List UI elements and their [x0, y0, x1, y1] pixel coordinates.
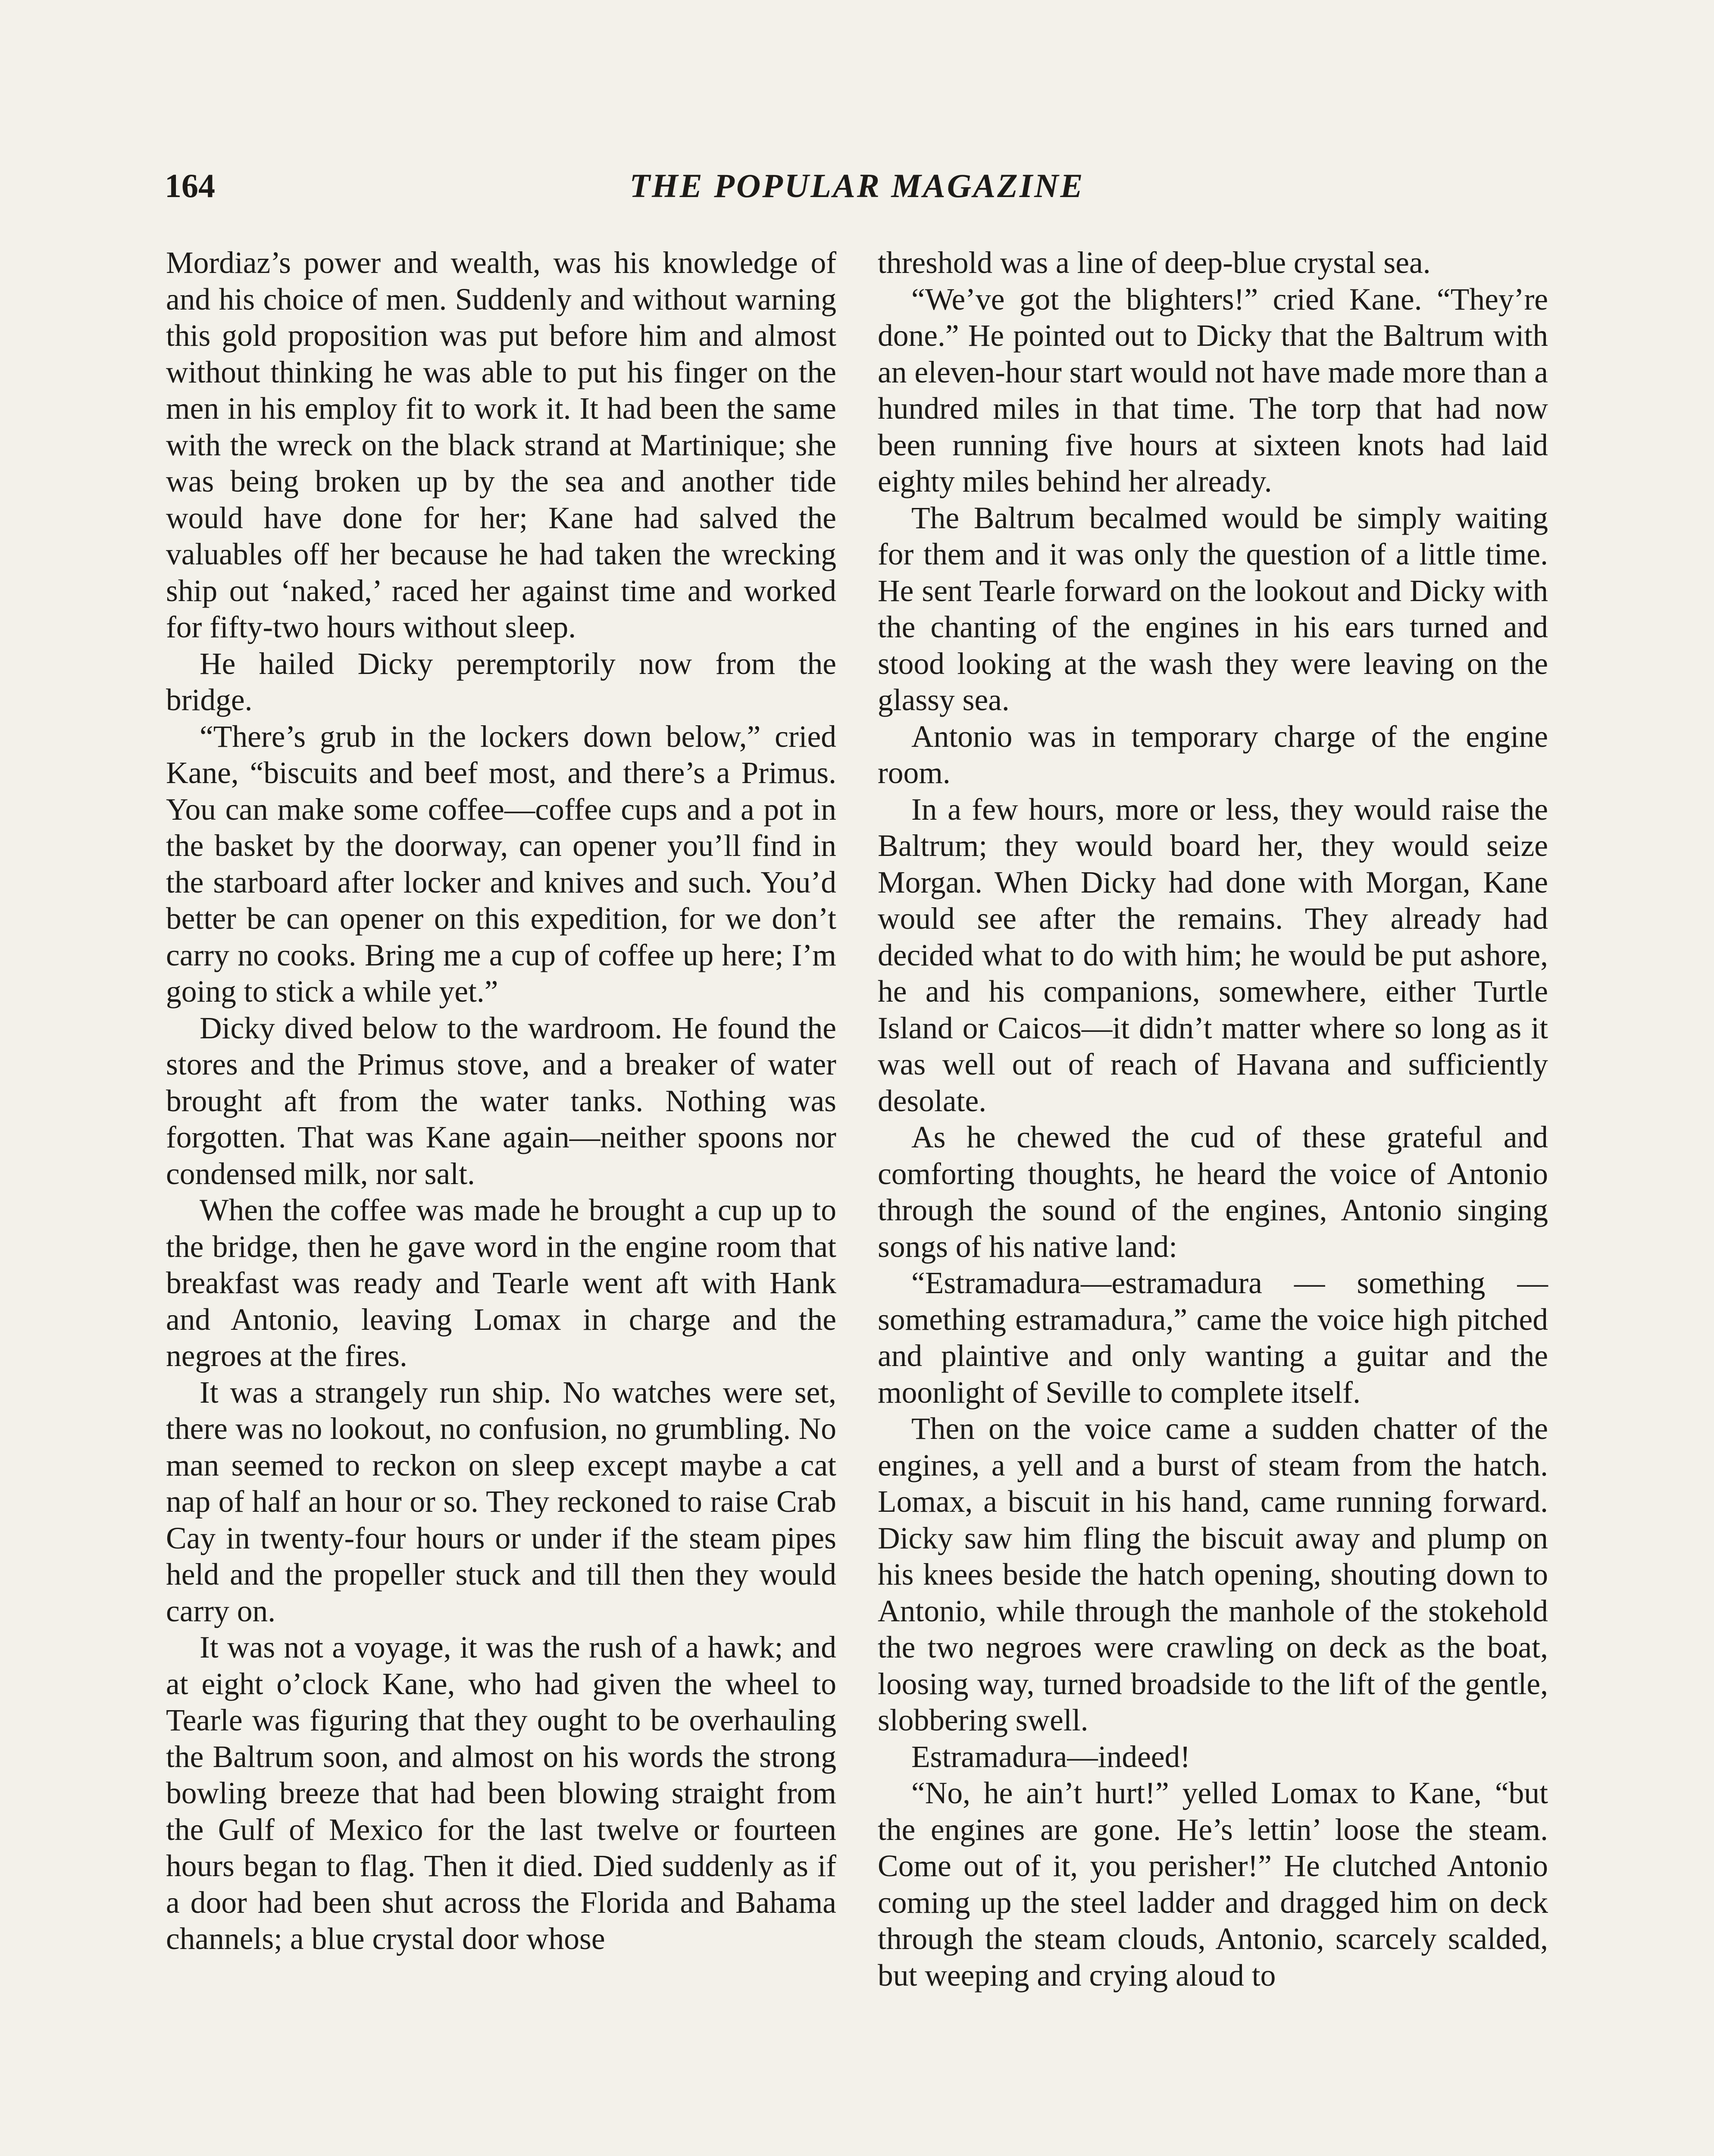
- paragraph: In a few hours, more or less, they would raise the Baltrum; they would board her, they would seize Morgan. When Dicky had done with Morgan, Kane would see after the remains. They already had decided what to do with him; he would be put ashore, he and his companions, somewhere, either Turtle Island or Caicos—it didn’t matter where so long as it was well out of reach of Havana and sufficiently desolate.: [878, 792, 1548, 1118]
- paragraph: It was a strangely run ship. No watches were set, there was no lookout, no confusion, no grumbling. No man seemed to reckon on sleep except maybe a cat nap of half an hour or so. They reckoned to raise Crab Cay in twenty-four hours or under if the steam pipes held and the propeller stuck and till then they would carry on.: [166, 1375, 836, 1628]
- paragraph: Then on the voice came a sudden chatter of the engines, a yell and a burst of steam from the hatch. Lomax, a biscuit in his hand, came running forward. Dicky saw him fling the biscuit away and plump on his knees beside the hatch opening, shouting down to Antonio, while through the manhole of the stokehold the two negroes were crawling on deck as the boat, loosing way, turned broadside to the lift of the gentle, slobbering swell.: [878, 1412, 1548, 1737]
- running-title: THE POPULAR MAGAZINE: [629, 167, 1085, 204]
- paragraph: As he chewed the cud of these grateful and comforting thoughts, he heard the voice of Antonio through the sound of the engines, Antonio singing songs of his native land:: [878, 1120, 1548, 1264]
- paragraph: “We’ve got the blighters!” cried Kane. “They’re done.” He pointed out to Dicky that the Baltrum with an eleven-hour start would not have made more than a hundred miles in that time. The torp that had now been running five hours at sixteen knots had laid eighty miles behind her already.: [878, 282, 1548, 498]
- page-number: 164: [165, 167, 215, 204]
- paragraph: He hailed Dicky peremptorily now from the bridge.: [166, 646, 836, 717]
- paragraph: “There’s grub in the lockers down below,” cried Kane, “biscuits and beef most, and there’s a Primus. You can make some coffee—coffee cups and a pot in the basket by the doorway, can opener you’ll find in the starboard after locker and knives and such. You’d better be can opener on this expedition, for we don’t carry no cooks. Bring me a cup of coffee up here; I’m going to stick a while yet.”: [166, 719, 836, 1009]
- paragraph: Dicky dived below to the wardroom. He found the stores and the Primus stove, and a breaker of water brought aft from the water tanks. Nothing was forgotten. That was Kane again—neither spoons nor condensed milk, nor salt.: [166, 1011, 836, 1191]
- paragraph: The Baltrum becalmed would be simply waiting for them and it was only the question of a little time. He sent Tearle forward on the lookout and Dicky with the chanting of the engines in his ears turned and stood looking at the wash they were leaving on the glassy sea.: [878, 501, 1548, 717]
- right-column: [878, 245, 1548, 1994]
- paragraph: It was not a voyage, it was the rush of a hawk; and at eight o’clock Kane, who had given the wheel to Tearle was figuring that they ought to be overhauling the Baltrum soon, and almost on his words the strong bowling breeze that had been blowing straight from the Gulf of Mexico for the last twelve or fourteen hours began to flag. Then it died. Died suddenly as if a door had been shut across the Florida and Bahama channels; a blue crystal door whose: [166, 1630, 836, 1956]
- paragraph: Estramadura—indeed!: [911, 1739, 1191, 1774]
- paragraph: “Estramadura—estramadura — something —something estramadura,” came the voice high pitched and plaintive and only wanting a guitar and the moonlight of Seville to complete itself.: [878, 1266, 1548, 1410]
- paragraph: When the coffee was made he brought a cup up to the bridge, then he gave word in the engine room that breakfast was ready and Tearle went aft with Hank and Antonio, leaving Lomax in charge and the negroes at the fires.: [166, 1193, 836, 1373]
- page-header: [0, 0, 1714, 207]
- paragraph: “No, he ain’t hurt!” yelled Lomax to Kane, “but the engines are gone. He’s lettin’ loose the steam. Come out of it, you perisher!” He clutched Antonio coming up the steel ladder and dragged him on deck through the steam clouds, Antonio, scarcely scalded, but weeping and crying aloud to: [878, 1776, 1548, 1993]
- paragraph: Mordiaz’s power and wealth, was his knowledge of and his choice of men. Suddenly and without warning this gold proposition was put before him and almost without thinking he was able to put his finger on the men in his employ fit to work it. It had been the same with the wreck on the black strand at Martinique; she was being broken up by the sea and another tide would have done for her; Kane had salved the valuables off her because he had taken the wrecking ship out ‘naked,’ raced her against time and worked for fifty-two hours without sleep.: [166, 246, 836, 644]
- paragraph: threshold was a line of deep-blue crystal sea.: [878, 246, 1431, 280]
- paragraph: Antonio was in temporary charge of the engine room.: [878, 719, 1548, 790]
- left-column: [166, 245, 836, 1958]
